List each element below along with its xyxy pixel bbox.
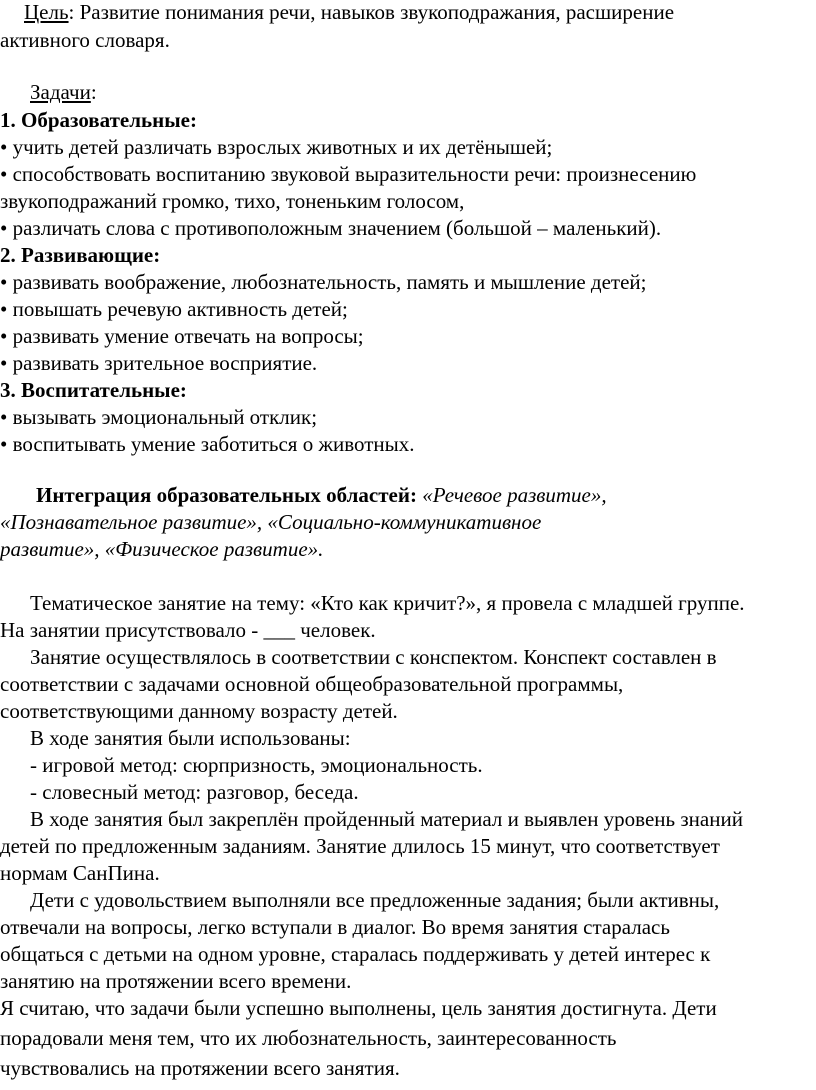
tasks-section-1-title: 1. Образовательные: xyxy=(0,108,197,132)
report-p1-line-1: Тематическое занятие на тему: «Кто как кричит?», я провела с младшей группе. xyxy=(30,591,745,615)
integration-line-2: «Познавательное развитие», «Социально-коммуникативное xyxy=(0,510,542,534)
report-p3-line-1: В ходе занятия были использованы: xyxy=(30,726,351,750)
report-p2-line-2: соответствии с задачами основной общеобразовательной программы, xyxy=(0,672,624,696)
integration-line-1 xyxy=(36,483,607,507)
report-p5-line-2: отвечали на вопросы, легко вступали в диалог. Во время занятия старалась xyxy=(0,915,670,939)
tasks-s1-item-3: • различать слова с противоположным значением (большой – маленький). xyxy=(0,216,662,240)
tasks-s2-item-2: • повышать речевую активность детей; xyxy=(0,297,348,321)
report-p4-line-1: В ходе занятия был закреплён пройденный материал и выявлен уровень знаний xyxy=(30,807,743,831)
tasks-s1-item-2-line-1: • способствовать воспитанию звуковой выразительности речи: произнесению xyxy=(0,162,697,186)
report-p6-line-1: Я считаю, что задачи были успешно выполнены, цель занятия достигнута. Дети xyxy=(0,996,717,1020)
report-p2-line-3: соответствующими данному возрасту детей. xyxy=(0,699,398,723)
report-p3-line-3: - словесный метод: разговор, беседа. xyxy=(30,780,359,804)
goal-line-2: активного словаря. xyxy=(0,28,170,52)
integration-areas-1: «Речевое развитие», xyxy=(416,483,607,507)
goal-label: Цель xyxy=(24,0,69,24)
tasks-heading xyxy=(30,80,97,104)
report-p5-line-3: общаться с детьми на одном уровне, старалась поддерживать у детей интерес к xyxy=(0,942,711,966)
tasks-colon: : xyxy=(90,80,97,104)
integration-label: Интеграция образовательных областей: xyxy=(36,483,417,507)
report-p4-line-2: детей по предложенным заданиям. Занятие длилось 15 минут, что соответствует xyxy=(0,834,720,858)
tasks-s1-item-2-line-2: звукоподражаний громко, тихо, тоненьким голосом, xyxy=(0,189,465,213)
tasks-s2-item-1: • развивать воображение, любознательность, память и мышление детей; xyxy=(0,270,647,294)
tasks-s1-item-1: • учить детей различать взрослых животных и их детёнышей; xyxy=(0,135,553,159)
tasks-s2-item-3: • развивать умение отвечать на вопросы; xyxy=(0,324,364,348)
report-p5-line-1: Дети с удовольствием выполняли все предложенные задания; были активны, xyxy=(30,888,720,912)
tasks-label: Задачи xyxy=(30,80,91,104)
report-p6-line-3: чувствовались на протяжении всего занятия. xyxy=(0,1056,400,1080)
report-p5-line-4: занятию на протяжении всего времени. xyxy=(0,969,352,993)
report-p3-line-2: - игровой метод: сюрпризность, эмоциональность. xyxy=(30,753,483,777)
tasks-section-3-title: 3. Воспитательные: xyxy=(0,378,187,402)
tasks-s3-item-2: • воспитывать умение заботиться о животных. xyxy=(0,432,415,456)
tasks-s3-item-1: • вызывать эмоциональный отклик; xyxy=(0,405,318,429)
tasks-s2-item-4: • развивать зрительное восприятие. xyxy=(0,351,318,375)
integration-line-3: развитие», «Физическое развитие». xyxy=(0,537,324,561)
report-p2-line-1: Занятие осуществлялось в соответствии с конспектом. Конспект составлен в xyxy=(30,645,717,669)
report-p1-line-2: На занятии присутствовало - ___ человек. xyxy=(0,618,376,642)
report-p6-line-2: порадовали меня тем, что их любознательность, заинтересованность xyxy=(0,1026,617,1050)
goal-line-1 xyxy=(24,0,674,24)
report-p4-line-3: нормам СанПина. xyxy=(0,861,160,885)
goal-text: : Развитие понимания речи, навыков звукоподражания, расширение xyxy=(68,0,675,24)
tasks-section-2-title: 2. Развивающие: xyxy=(0,243,161,267)
